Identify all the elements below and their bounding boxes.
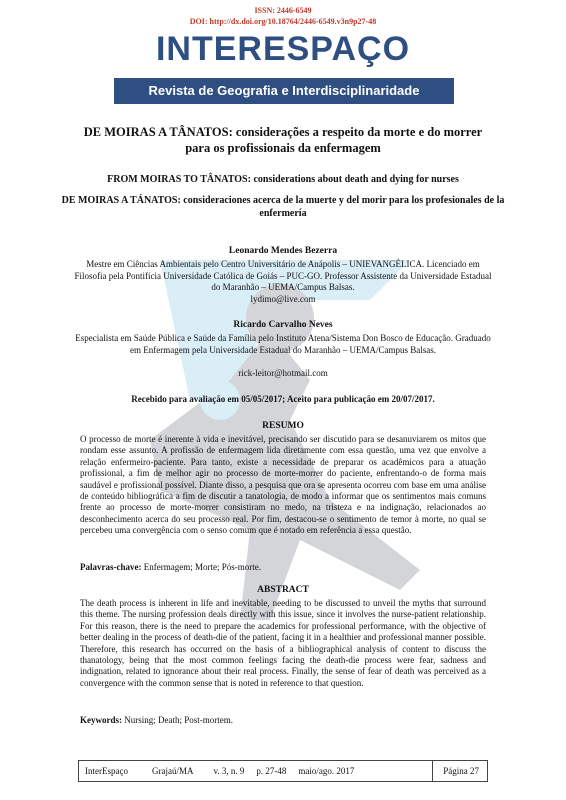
keywords-label: Keywords: [80,715,122,725]
resumo-heading: RESUMO [262,421,304,431]
footer-volume: v. 3, n. 9 [213,766,245,776]
received-dates: Recebido para avaliação em 05/05/2017; Aceito para publicação em 20/07/2017. [131,394,435,404]
footer-city: Grajaú/MA [151,766,194,776]
author-email[interactable]: rick-leitor@hotmail.com [238,368,328,378]
footer-page-number: Página 27 [432,761,487,781]
issn-text: ISSN: 2446-6549 [254,6,312,15]
doi-link[interactable]: DOI: http://dx.doi.org/10.18764/2446-6549.v3n9p27-48 [189,17,377,26]
resumo-keywords [80,562,486,572]
footer-date: maio/ago. 2017 [298,766,355,776]
author-affiliation: Especialista em Saúde Pública e Saúde da Família pelo Instituto Atena/Sistema Don Bosco de Educação. Graduado em Enfermagem pela Universidade Estadual do Maranhão – UEMA/Campus Balsas. [75,333,491,355]
footer-pages: p. 27-48 [256,766,287,776]
title-spanish: DE MOIRAS A TÁNATOS: consideraciones acerca de la muerte y del morir para los profesionales de la enfermería [61,195,505,219]
footer-journal: InterEspaço [85,766,128,776]
keywords-label: Palavras-chave: [80,562,142,572]
abstract-text: The death process is inherent in life and inevitable, needing to be discussed to unveil the myths that surround this theme. The nursing profession deals directly with this issue, since it involves the nurse-patient relationship. For this reason, there is the need to prepare the academics for professional performance, with the objective of better dealing in the process of death-die of the patient, facing it in a healthier and professional manner possible. Therefore, this research has occurred on the basis of a bibliographical analysis of content to discuss the thanatology, being that the most common feelings facing the death-die process were fear, sadness and indignation, related to ignorance about their real process. Finally, the sense of fear of death was perceived as a convergence with the common sense that is noted in reference to that question. [80,598,486,688]
page-footer [78,760,488,782]
keywords-value: Nursing; Death; Post-mortem. [122,715,233,725]
interespaco-logo [114,28,452,68]
svg-text:INTERESPAÇO: INTERESPAÇO [155,30,411,68]
title-english: FROM MOIRAS TO TÂNATOS: considerations about death and dying for nurses [107,174,459,185]
author-name: Leonardo Mendes Bezerra [228,246,338,256]
abstract-keywords [80,715,486,725]
abstract-heading: ABSTRACT [257,585,309,595]
title-portuguese: DE MOIRAS A TÂNATOS: considerações a respeito da morte e do morrer para os profissionais da enfermagem [83,125,483,155]
author-affiliation: Mestre em Ciências Ambientais pelo Centro Universitário de Anápolis – UNIEVANGÉLICA. Licenciado em Filosofia pela Pontifícia Universidade Católica de Goiás – PUC-GO. Professor Assistente da Universidade Estadual do Maranhão – UEMA/Campus Balsas. [74,259,492,292]
keywords-value: Enfermagem; Morte; Pós-morte. [141,562,261,572]
author-email[interactable]: lydimo@live.com [250,294,316,304]
resumo-text: O processo de morte é inerente à vida e inevitável, precisando ser discutido para se desanuviarem os mitos que rondam esse assunto. A profissão de enfermagem lida diretamente com essa questão, uma vez que envolve a relação enfermeiro-paciente. Para tanto, existe a necessidade de preparar os acadêmicos para a atuação profissional, a fim de melhor agir no processo de morte-morrer do paciente, enfrentando-o de forma mais saudável e profissional possível. Diante disso, a pesquisa que ora se apresenta ocorreu com base em uma análise de conteúdo bibliográfica a fim de discutir a tanatologia, de modo a informar que os sentimentos mais comuns frente ao processo de morte-morrer consistiram no medo, na tristeza e na indignação, relacionados ao desconhecimento acerca do seu processo real. Por fim, destacou-se o sentimento de temor à morte, no qual se percebeu uma convergência com o senso comum que é notado em referência a essa questão. [80,434,486,536]
journal-banner: Revista de Geografia e Interdisciplinaridade [114,78,454,104]
author-name: Ricardo Carvalho Neves [233,320,333,330]
